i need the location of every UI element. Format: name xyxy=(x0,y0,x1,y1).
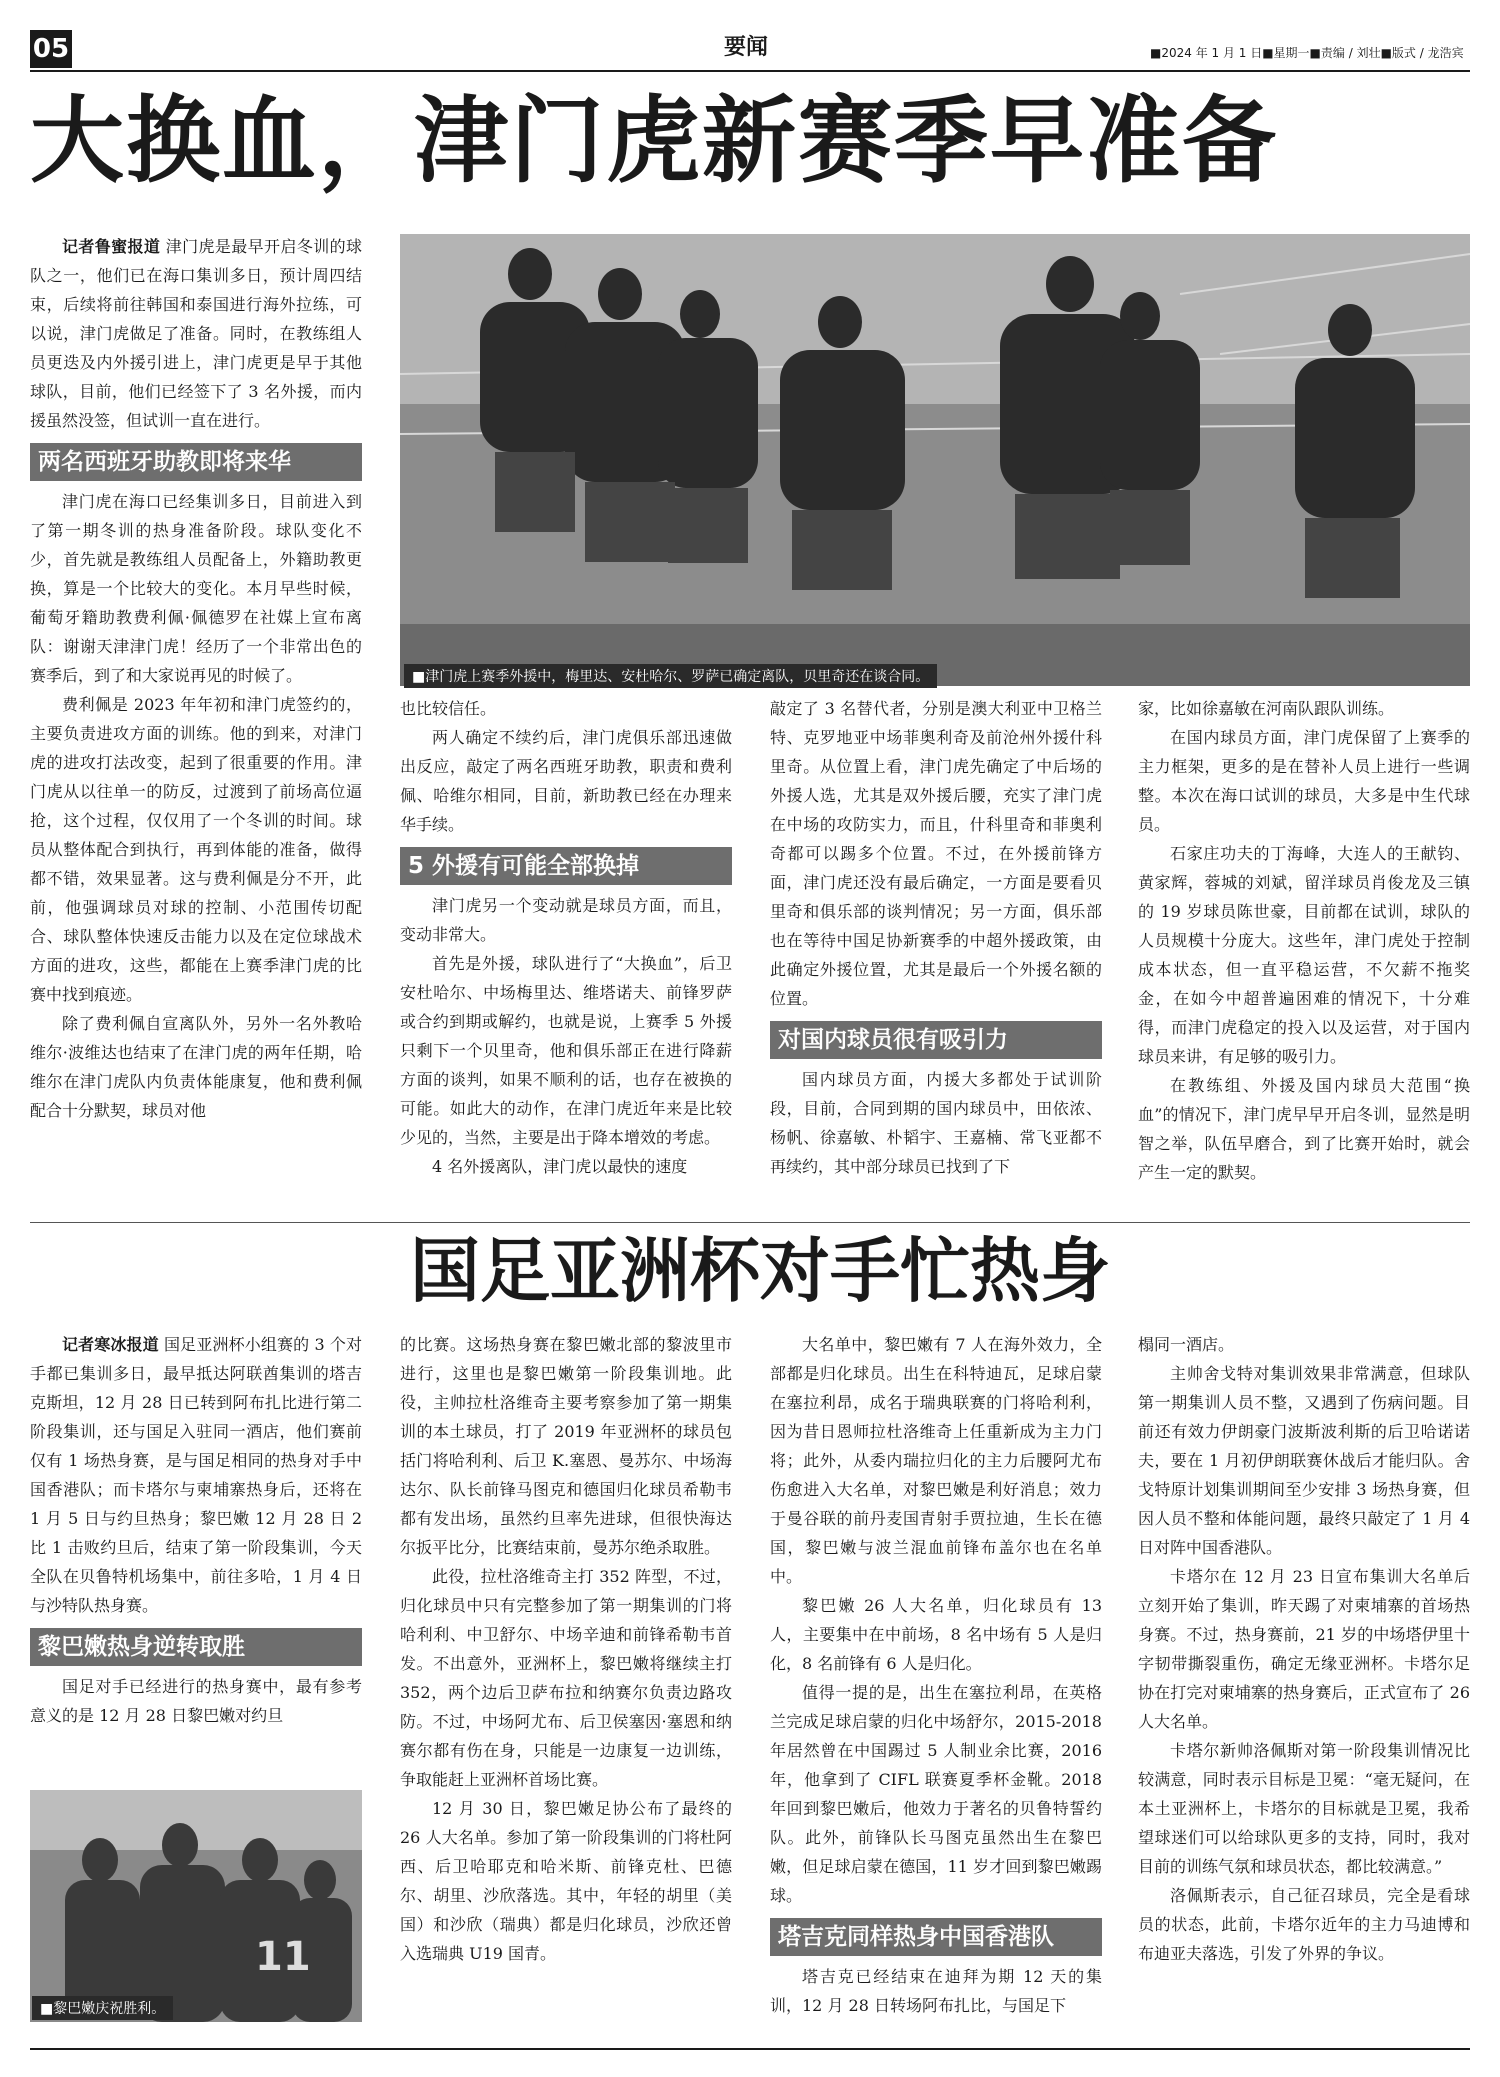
section-title: 要闻 xyxy=(724,35,769,60)
article-divider xyxy=(30,1222,1470,1223)
paragraph: 榻同一酒店。 xyxy=(1138,1335,1235,1354)
paragraph: 国内球员方面，内援大多都处于试训阶段，目前，合同到期的国内球员中，田依浓、杨帆、徐嘉敏、朴韬宇、王嘉楠、常飞亚都不再续约，其中部分球员已找到了下 xyxy=(770,1070,1102,1176)
paragraph: 4 名外援离队，津门虎以最快的速度 xyxy=(432,1157,688,1176)
photo-caption: ■黎巴嫩庆祝胜利。 xyxy=(32,1996,173,2020)
paragraph: 国足对手已经进行的热身赛中，最有参考意义的是 12 月 28 日黎巴嫩对约旦 xyxy=(30,1677,362,1725)
paragraph: 黎巴嫩 26 人大名单，归化球员有 13 人，主要集中在中前场，8 名中场有 5 人是归化，8 名前锋有 6 人是归化。 xyxy=(770,1596,1102,1673)
paragraph: 也比较信任。 xyxy=(400,699,497,718)
paragraph: 敲定了 3 名替代者，分别是澳大利亚中卫格兰特、克罗地亚中场菲奥利奇及前沧州外援什科里奇。从位置上看，津门虎先确定了中后场的外援人选，尤其是双外援后腰，充实了津门虎在中场的攻防实力，而且，什科里奇和菲奥利奇都可以踢多个位置。不过，在外援前锋方面，津门虎还没有最后确定，一方面是要看贝里奇和俱乐部的谈判情况；另一方面，俱乐部也在等待中国足协新赛季的中超外援政策，由此确定外援位置，尤其是最后一个外援名额的位置。 xyxy=(770,699,1102,1008)
subheading: 两名西班牙助教即将来华 xyxy=(30,443,362,481)
paragraph: 塔吉克已经结束在迪拜为期 12 天的集训，12 月 28 日转场阿布扎比，与国足下 xyxy=(770,1967,1102,2015)
paragraph: 卡塔尔在 12 月 23 日宣布集训大名单后立刻开始了集训，昨天踢了对柬埔寨的首场热身赛。不过，热身赛前，21 岁的中场塔伊里十字韧带撕裂重伤，确定无缘亚洲杯。卡塔尔足协在打完对柬埔寨的热身赛后，正式宣布了 26 人大名单。 xyxy=(1138,1567,1470,1731)
subheading: 5 外援有可能全部换掉 xyxy=(400,847,732,885)
article1-column-2 xyxy=(400,694,732,1181)
article2-column-2 xyxy=(400,1330,732,1968)
article2-headline: 国足亚洲杯对手忙热身 xyxy=(410,1230,1110,1312)
footer-rule xyxy=(30,2048,1470,2050)
paragraph: 的比赛。这场热身赛在黎巴嫩北部的黎波里市进行，这里也是黎巴嫩第一阶段集训地。此役，主帅拉杜洛维奇主要考察参加了第一期集训的本土球员，打了 2019 年亚洲杯的球员包括门将哈利利、后卫 K.塞恩、曼苏尔、中场海达尔、队长前锋马图克和德国归化球员希勒韦都有发出场，虽然约旦率先进球，但很快海达尔扳平比分，比赛结束前，曼苏尔绝杀取胜。 xyxy=(400,1335,732,1557)
paragraph: 家，比如徐嘉敏在河南队跟队训练。 xyxy=(1138,699,1395,718)
paragraph: 12 月 30 日，黎巴嫩足协公布了最终的 26 人大名单。参加了第一阶段集训的门将杜阿西、后卫哈耶克和哈米斯、前锋克杜、巴德尔、胡里、沙欣落选。其中，年轻的胡里（美国）和沙欣（瑞典）都是归化球员，沙欣还曾入选瑞典 U19 国青。 xyxy=(400,1799,732,1963)
article1-column-1 xyxy=(30,232,362,1125)
header-rule xyxy=(30,70,1470,72)
paragraph: 首先是外援，球队进行了“大换血”，后卫安杜哈尔、中场梅里达、维塔诺夫、前锋罗萨或合约到期或解约，也就是说，上赛季 5 外援只剩下一个贝里奇，他和俱乐部正在进行降薪方面的谈判，如果不顺利的话，也存在被换的可能。如此大的动作，在津门虎近年来是比较少见的，当然，主要是出于降本增效的考虑。 xyxy=(400,954,732,1147)
article2-column-4 xyxy=(1138,1330,1470,1968)
paragraph: 除了费利佩自宣离队外，另外一名外教哈维尔·波维达也结束了在津门虎的两年任期，哈维尔在津门虎队内负责体能康复，他和费利佩配合十分默契，球员对他 xyxy=(30,1014,362,1120)
subheading: 塔吉克同样热身中国香港队 xyxy=(770,1918,1102,1956)
paragraph: 在教练组、外援及国内球员大范围“换血”的情况下，津门虎早早开启冬训，显然是明智之举，队伍早磨合，到了比赛开始时，就会产生一定的默契。 xyxy=(1138,1076,1470,1182)
paragraph: 洛佩斯表示，自己征召球员，完全是看球员的状态，此前，卡塔尔近年的主力马迪博和布迪亚夫落选，引发了外界的争议。 xyxy=(1138,1886,1470,1963)
paragraph: 津门虎在海口已经集训多日，目前进入到了第一期冬训的热身准备阶段。球队变化不少，首先就是教练组人员配备上，外籍助教更换，算是一个比较大的变化。本月早些时候，葡萄牙籍助教费利佩·佩德罗在社媒上宣布离队：谢谢天津津门虎！经历了一个非常出色的赛季后，到了和大家说再见的时候了。 xyxy=(30,492,362,685)
paragraph: 值得一提的是，出生在塞拉利昂，在英格兰完成足球启蒙的归化中场舒尔，2015-2018 年居然曾在中国踢过 5 人制业余比赛，2016 年，他拿到了 CIFL 联赛夏季杯金靴。2018 年回到黎巴嫩后，他效力于著名的贝鲁特誓约队。此外，前锋队长马图克虽然出生在黎巴嫩，但足球启蒙在德国，11 岁才回到黎巴嫩踢球。 xyxy=(770,1683,1102,1905)
paragraph xyxy=(30,1330,362,1620)
article2-column-1 xyxy=(30,1330,362,1730)
paragraph: 费利佩是 2023 年年初和津门虎签约的，主要负责进攻方面的训练。他的到来，对津门虎的进攻打法改变，起到了很重要的作用。津门虎从以往单一的防反，过渡到了前场高位逼抢，这个过程，仅仅用了一个冬训的时间。球员从整体配合到执行，再到体能的准备，做得都不错，效果显著。这与费利佩是分不开，此前，他强调球员对球的控制、小范围传切配合、球队整体快速反击能力以及在定位球战术方面的进攻，这些，都能在上赛季津门虎的比赛中找到痕迹。 xyxy=(30,695,362,1004)
article1-headline: 大换血，津门虎新赛季早准备 xyxy=(30,87,1279,196)
paragraph: 卡塔尔新帅洛佩斯对第一阶段集训情况比较满意，同时表示目标是卫冕：“毫无疑问，在本土亚洲杯上，卡塔尔的目标就是卫冕，我希望球迷们可以给球队更多的支持，同时，我对目前的训练气氛和球员状态，都比较满意。” xyxy=(1138,1741,1470,1876)
paragraph-text: 国足亚洲杯小组赛的 3 个对手都已集训多日，最早抵达阿联酋集训的塔吉克斯坦，12 月 28 日已转到阿布扎比进行第二阶段集训，还与国足入驻同一酒店，他们赛前仅有 1 场热身赛，是与国足相同的热身对手中国香港队；而卡塔尔与柬埔寨热身后，还将在 1 月 5 日与约旦热身；黎巴嫩 12 月 28 日 2 比 1 击败约旦后，结束了第一阶段集训，今天全队在贝鲁特机场集中，前往多哈，1 月 4 日与沙特队热身赛。 xyxy=(30,1335,362,1615)
subheading: 对国内球员很有吸引力 xyxy=(770,1021,1102,1059)
paragraph: 两人确定不续约后，津门虎俱乐部迅速做出反应，敲定了两名西班牙助教，职责和费利佩、哈维尔相同，目前，新助教已经在办理来华手续。 xyxy=(400,728,732,834)
article1-column-3 xyxy=(770,694,1102,1181)
paragraph: 大名单中，黎巴嫩有 7 人在海外效力，全部都是归化球员。出生在科特迪瓦，足球启蒙在塞拉利昂，成名于瑞典联赛的门将哈利利，因为昔日恩师拉杜洛维奇上任重新成为主力门将；此外，从委内瑞拉归化的主力后腰阿尤布伤愈进入大名单，对黎巴嫩是利好消息；效力于曼谷联的前丹麦国青射手贾拉迪，生长在德国，黎巴嫩与波兰混血前锋布盖尔也在名单中。 xyxy=(770,1335,1102,1586)
photo-caption: ■津门虎上赛季外援中，梅里达、安杜哈尔、罗萨已确定离队，贝里奇还在谈合同。 xyxy=(404,664,937,688)
paragraph: 主帅舍戈特对集训效果非常满意，但球队第一期集训人员不整，又遇到了伤病问题。目前还有效力伊朗豪门波斯波利斯的后卫哈诺诺夫，要在 1 月初伊朗联赛休战后才能归队。舍戈特原计划集训期间至少安排 3 场热身赛，但因人员不整和体能问题，最终只敲定了 1 月 4 日对阵中国香港队。 xyxy=(1138,1364,1470,1557)
lebanon-celebration-photo xyxy=(30,1790,362,2022)
byline: 记者寒冰报道 xyxy=(62,1335,159,1354)
article2-column-3 xyxy=(770,1330,1102,2020)
paragraph xyxy=(30,232,362,435)
players-running-illustration xyxy=(400,234,1470,686)
paragraph: 津门虎另一个变动就是球员方面，而且，变动非常大。 xyxy=(400,896,732,944)
paragraph-text: 津门虎是最早开启冬训的球队之一，他们已在海口集训多日，预计周四结束，后续将前往韩国和泰国进行海外拉练，可以说，津门虎做足了准备。同时，在教练组人员更迭及内外援引进上，津门虎更是早于其他球队，目前，他们已经签下了 3 名外援，而内援虽然没签，但试训一直在进行。 xyxy=(30,237,362,430)
training-photo xyxy=(400,234,1470,686)
article1-column-4 xyxy=(1138,694,1470,1187)
byline: 记者鲁蜜报道 xyxy=(62,237,161,256)
page-number: 05 xyxy=(30,30,72,68)
svg-text:11: 11 xyxy=(255,1934,311,1980)
paragraph: 此役，拉杜洛维奇主打 352 阵型，不过，归化球员中只有完整参加了第一期集训的门将哈利利、中卫舒尔、中场辛迪和前锋希勒韦首发。不出意外，亚洲杯上，黎巴嫩将继续主打 352，两个边后卫萨布拉和纳赛尔负责边路攻防。不过，中场阿尤布、后卫侯塞因·塞恩和纳赛尔都有伤在身，只能是一边康复一边训练，争取能赶上亚洲杯首场比赛。 xyxy=(400,1567,732,1789)
celebration-illustration xyxy=(30,1790,362,2022)
paragraph: 在国内球员方面，津门虎保留了上赛季的主力框架，更多的是在替补人员上进行一些调整。本次在海口试训的球员，大多是中生代球员。 xyxy=(1138,728,1470,834)
subheading: 黎巴嫩热身逆转取胜 xyxy=(30,1628,362,1666)
issue-info: ■2024 年 1 月 1 日■星期一■责编 / 刘壮■版式 / 龙浩宾 xyxy=(1150,46,1464,60)
paragraph: 石家庄功夫的丁海峰，大连人的王献钧、黄家辉，蓉城的刘斌，留洋球员肖俊龙及三镇的 19 岁球员陈世豪，目前都在试训，球队的人员规模十分庞大。这些年，津门虎处于控制成本状态，但一直平稳运营，不欠薪不拖奖金，在如今中超普遍困难的情况下，十分难得，而津门虎稳定的投入以及运营，对于国内球员来讲，有足够的吸引力。 xyxy=(1138,844,1470,1066)
